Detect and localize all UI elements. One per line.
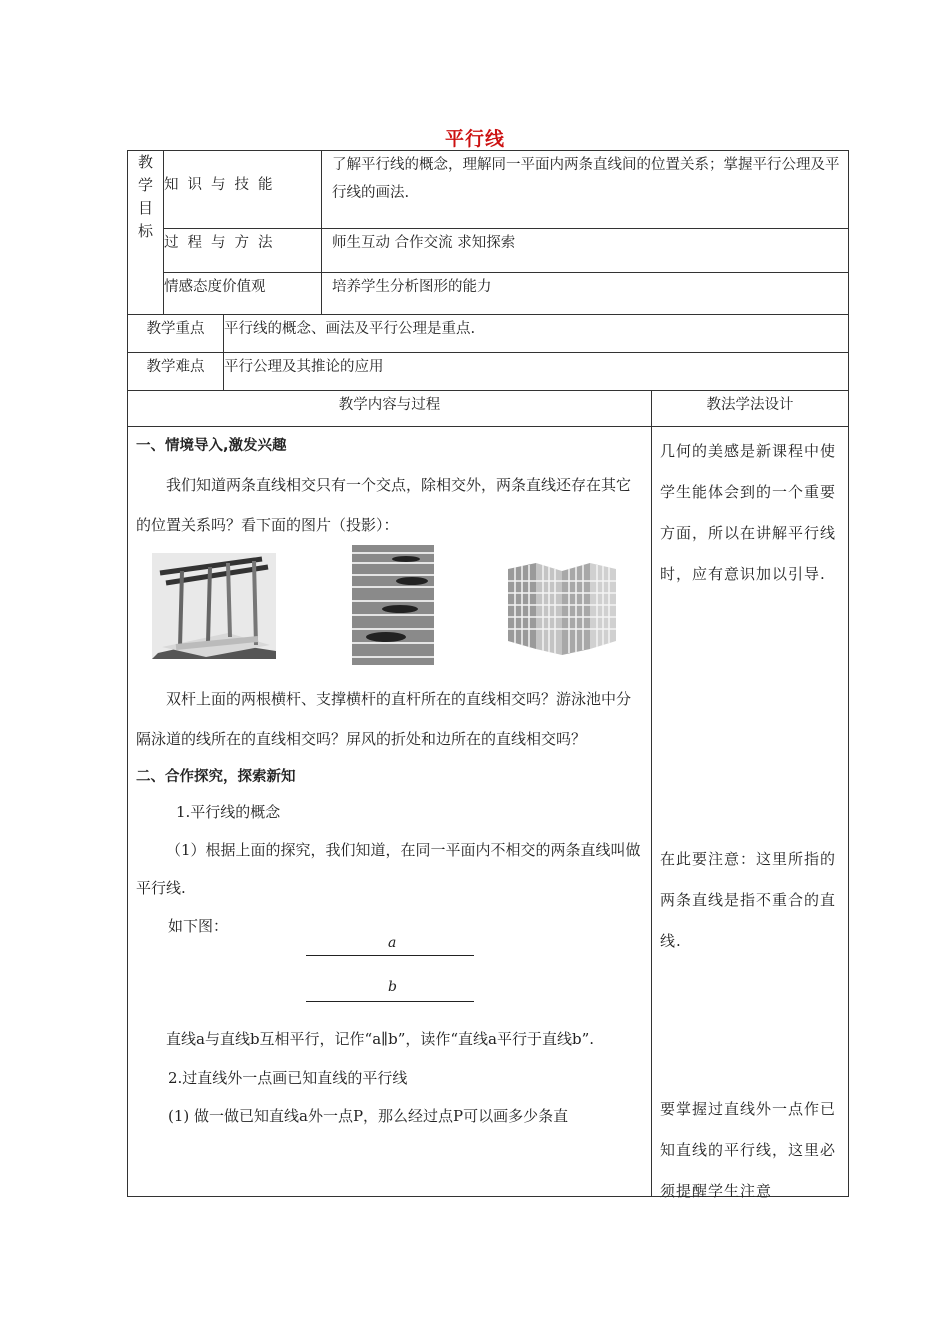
note-non-coincident: 在此要注意：这里所指的两条直线是指不重合的直线.	[660, 850, 837, 950]
section2-task: (1) 做一做已知直线a外一点P，那么经过点P可以画多少条直	[168, 1107, 569, 1125]
note-draw-parallel: 要掌握过直线外一点作已知直线的平行线，这里必须提醒学生注意	[660, 1100, 837, 1200]
swimming-pool-photo	[352, 545, 434, 665]
section2-sub1: 1.平行线的概念	[176, 803, 281, 821]
line-b	[306, 1001, 474, 1002]
section1-intro: 我们知道两条直线相交只有一个交点，除相交外，两条直线还存在其它的位置关系吗？看下面的图片（投影）：	[136, 476, 632, 534]
photo-row	[136, 545, 643, 673]
difficulty-label: 教学难点	[128, 353, 224, 391]
section2-sub2: 2.过直线外一点画已知直线的平行线	[168, 1069, 408, 1087]
column-header-method: 教法学法设计	[652, 391, 849, 427]
section1-heading: 一、情境导入,激发兴趣	[136, 438, 287, 454]
column-header-content: 教学内容与过程	[128, 391, 652, 427]
goal-content-knowledge: 了解平行线的概念，理解同一平面内两条直线间的位置关系；掌握平行公理及平行线的画法.	[322, 151, 849, 229]
section2-definition: （1）根据上面的探究，我们知道，在同一平面内不相交的两条直线叫做平行线.	[136, 841, 641, 897]
line-a-label: a	[388, 935, 397, 951]
note-aesthetics: 几何的美感是新课程中使学生能体会到的一个重要方面，所以在讲解平行线时，应有意识加以引导.	[660, 442, 837, 583]
key-point-label: 教学重点	[128, 315, 224, 353]
parallel-notation: 直线a与直线b互相平行，记作“a∥b”，读作“直线a平行于直线b”.	[166, 1030, 595, 1048]
parallel-lines-figure	[136, 935, 643, 1009]
content-cell	[128, 427, 652, 1197]
folding-screen-photo	[504, 559, 620, 657]
lesson-plan-table	[127, 150, 849, 1200]
parallel-bars-photo	[152, 553, 276, 659]
key-point-content: 平行线的概念、画法及平行公理是重点.	[224, 315, 849, 353]
goals-header: 教学目标	[128, 151, 164, 315]
difficulty-content: 平行公理及其推论的应用	[224, 353, 849, 391]
goal-label-knowledge: 知识与技能	[164, 151, 322, 229]
goal-content-attitude: 培养学生分析图形的能力	[322, 273, 849, 315]
goal-label-process: 过程与方法	[164, 229, 322, 273]
method-cell	[652, 427, 849, 1200]
line-b-label: b	[388, 979, 397, 995]
figure-intro: 如下图：	[168, 917, 229, 935]
goal-label-attitude: 情感态度价值观	[164, 273, 322, 315]
line-a	[306, 955, 474, 956]
goal-content-process: 师生互动 合作交流 求知探索	[322, 229, 849, 273]
section2-heading: 二、合作探究，探索新知	[136, 769, 296, 785]
page-title: 平行线	[444, 128, 505, 150]
section1-question: 双杆上面的两根横杆、支撑横杆的直杆所在的直线相交吗？游泳池中分隔泳道的线所在的直线相交吗？屏风的折处和边所在的直线相交吗？	[136, 690, 632, 748]
